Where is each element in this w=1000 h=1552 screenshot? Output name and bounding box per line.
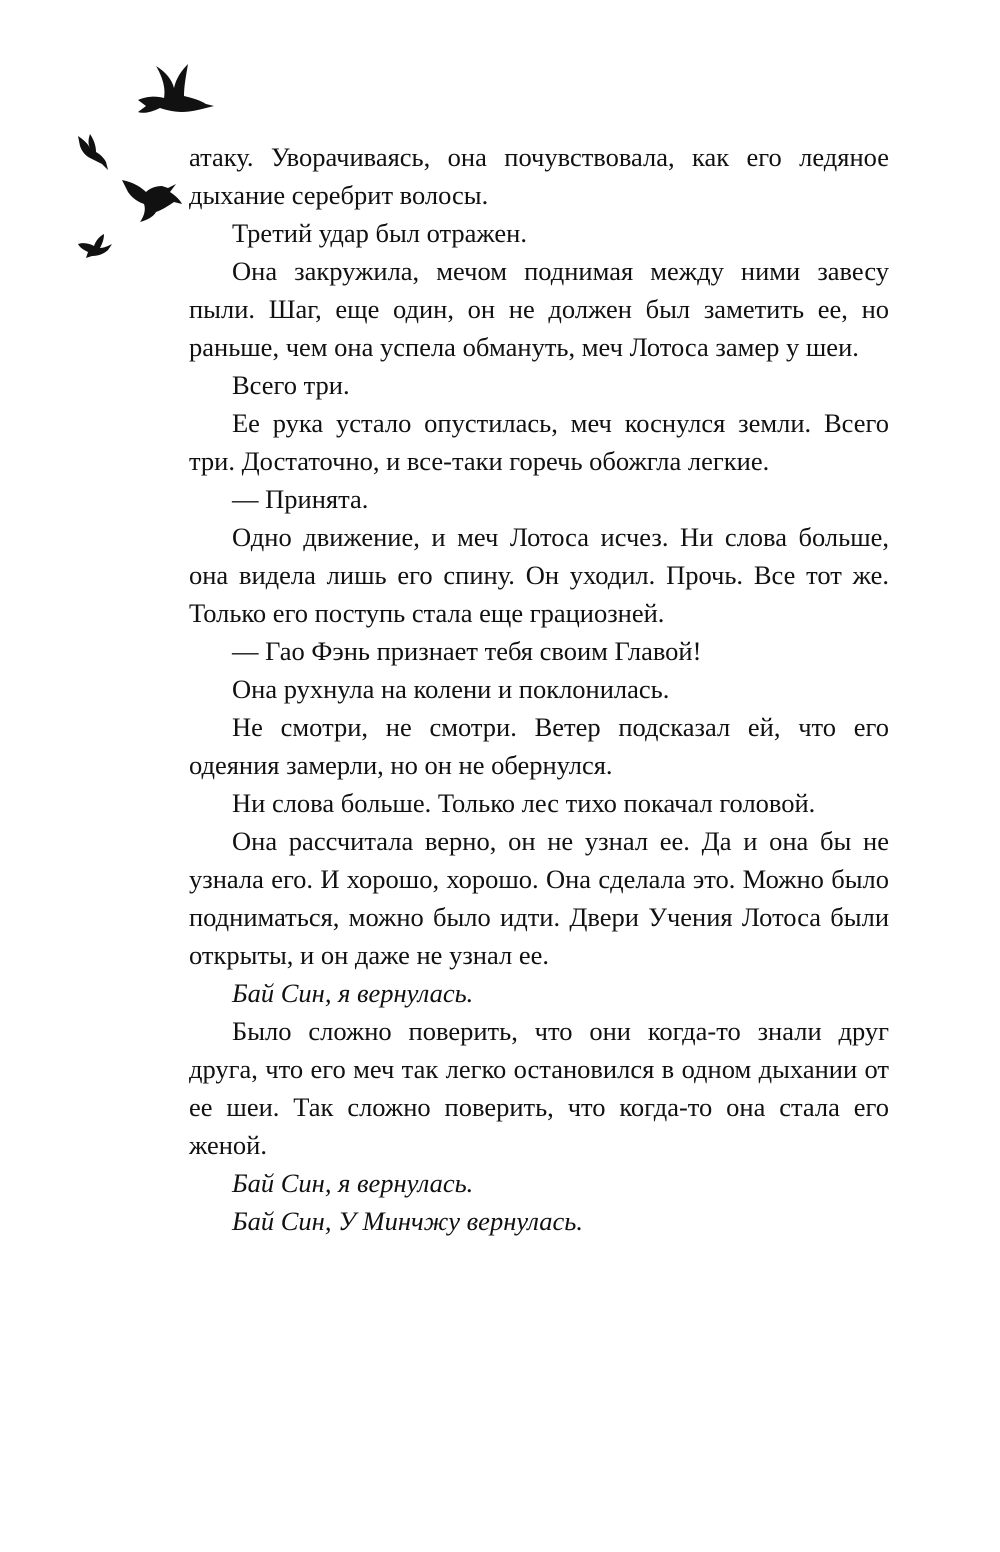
paragraph: Бай Син, я вернулась.	[232, 978, 474, 1008]
crow-icon	[76, 132, 110, 172]
paragraph: Бай Син, У Минчжу вернулась.	[232, 1206, 583, 1236]
paragraph: Ни слова больше. Только лес тихо покачал головой.	[232, 788, 816, 818]
paragraph: Было сложно поверить, что они когда-то знали друг друга, что его меч так легко остановился в одном дыхании от ее шеи. Так сложно поверить, что когда-то она стала его женой.	[189, 1016, 889, 1160]
paragraph: Не смотри, не смотри. Ветер подсказал ей, что его одеяния замерли, но он не обернулся.	[189, 712, 889, 780]
paragraph: Третий удар был отражен.	[232, 218, 527, 248]
paragraph: атаку. Уворачиваясь, она почувствовала, как его ледяное дыхание серебрит волосы.	[189, 142, 889, 210]
paragraph: Она рухнула на колени и поклонилась.	[232, 674, 670, 704]
crow-icon	[136, 62, 216, 118]
page-body-text	[189, 138, 889, 1240]
paragraph: Одно движение, и меч Лотоса исчез. Ни слова больше, она видела лишь его спину. Он уходил. Прочь. Все тот же. Только его поступь стала еще грациозней.	[189, 522, 889, 628]
crow-icon	[120, 176, 184, 224]
paragraph: — Принята.	[232, 484, 369, 514]
crow-icon	[76, 232, 114, 260]
paragraph: Она рассчитала верно, он не узнал ее. Да и она бы не узнала его. И хорошо, хорошо. Она сделала это. Можно было подниматься, можно было идти. Двери Учения Лотоса были открыты, и он даже не узнал ее.	[189, 826, 889, 970]
paragraph: Ее рука устало опустилась, меч коснулся земли. Всего три. Достаточно, и все-таки горечь обожгла легкие.	[189, 408, 889, 476]
paragraph: Она закружила, мечом поднимая между ними завесу пыли. Шаг, еще один, он не должен был заметить ее, но раньше, чем она успела обмануть, меч Лотоса замер у шеи.	[189, 256, 889, 362]
paragraph: — Гао Фэнь признает тебя своим Главой!	[232, 636, 702, 666]
paragraph: Всего три.	[232, 370, 350, 400]
paragraph: Бай Син, я вернулась.	[232, 1168, 474, 1198]
